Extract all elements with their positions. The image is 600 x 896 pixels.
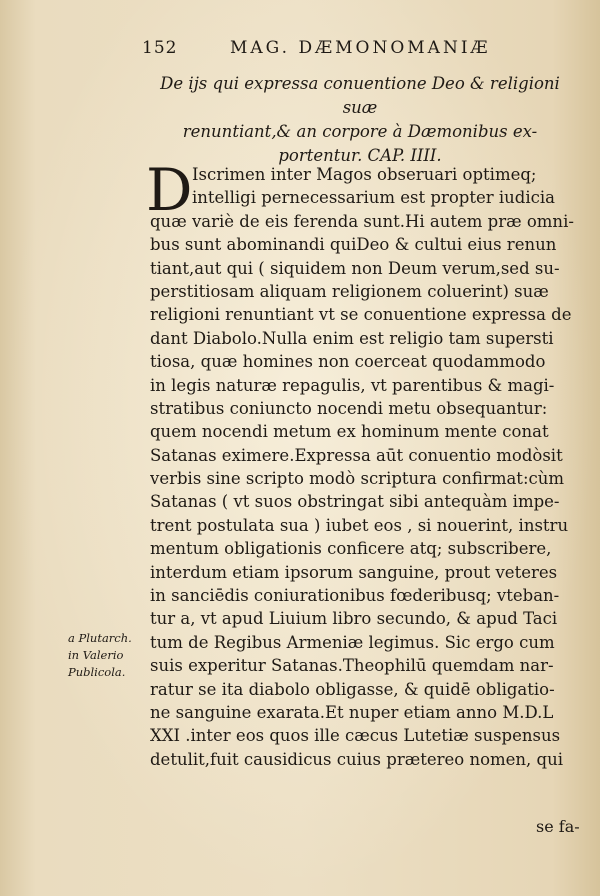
marginal-note bbox=[68, 630, 148, 681]
text-line: tur a, vt apud Liuium libro secundo, & apud Taci bbox=[150, 609, 558, 629]
text-line: quem nocendi metum ex hominum mente conat bbox=[150, 422, 549, 442]
text-line: stratibus coniuncto nocendi metu obsequantur: bbox=[150, 398, 548, 418]
text-line: dant Diabolo.Nulla enim est religio tam supersti bbox=[150, 328, 554, 348]
chapter-title-line: portentur. CAP. IIII. bbox=[278, 146, 442, 165]
text-line: interdum etiam ipsorum sanguine, prout veteres bbox=[150, 562, 558, 582]
marginal-note-line: a Plutarch. bbox=[68, 631, 132, 645]
text-line: ratur se ita diabolo obligasse, & quidē obligatio- bbox=[150, 679, 555, 699]
text-line: Iscrimen inter Magos obseruari optimeq; bbox=[192, 165, 537, 184]
text-line: Satanas ( vt suos obstringat sibi antequàm impe- bbox=[150, 492, 560, 512]
marginal-note-line: in Valerio bbox=[68, 648, 124, 662]
running-title: MAG. DÆMONOMANIÆ bbox=[230, 38, 491, 58]
text-line: religioni renuntiant vt se conuentione expressa de bbox=[150, 305, 572, 325]
text-line: verbis sine scripto modò scriptura confirmat:cùm bbox=[150, 469, 565, 489]
text-line: tiant,aut qui ( siquidem non Deum verum,sed su- bbox=[150, 258, 560, 278]
page-number: 152 bbox=[142, 38, 178, 58]
text-line: ne sanguine exarata.Et nuper etiam anno M.D.L bbox=[150, 702, 554, 722]
text-line: trent postulata sua ) iubet eos , si nouerint, instru bbox=[150, 515, 569, 535]
text-line: detulit,fuit causidicus cuius prætereo nomen, qui bbox=[150, 749, 563, 769]
chapter-title bbox=[160, 72, 560, 168]
page-header bbox=[142, 38, 562, 60]
chapter-title-line: renuntiant,& an corpore à Dæmonibus ex- bbox=[182, 122, 538, 141]
text-line: intelligi pernecessarium est propter iudicia bbox=[192, 188, 555, 208]
text-line: quæ variè de eis ferenda sunt.Hi autem præ omni- bbox=[150, 211, 574, 231]
text-line: suis experitur Satanas.Theophilū quemdam nar- bbox=[150, 656, 554, 676]
text-line: in legis naturæ repagulis, vt parentibus & magi- bbox=[150, 375, 555, 395]
text-line: mentum obligationis conficere atq; subscribere, bbox=[150, 539, 552, 559]
text-line: XXI .inter eos quos ille cæcus Lutetiæ suspensus bbox=[150, 726, 561, 746]
drop-capital: D bbox=[146, 156, 193, 224]
text-line: Satanas eximere.Expressa aūt conuentio modòsit bbox=[150, 445, 563, 465]
text-line: tiosa, quæ homines non coerceat quodammodo bbox=[150, 352, 546, 372]
catchword: se fa- bbox=[536, 817, 580, 836]
body-text bbox=[150, 163, 582, 771]
text-line: perstitiosam aliquam religionem coluerint) suæ bbox=[150, 281, 549, 301]
text-line: bus sunt abominandi quiDeo & cultui eius renun bbox=[150, 235, 557, 255]
chapter-title-line: De ijs qui expressa conuentione Deo & religioni suæ bbox=[160, 74, 560, 117]
marginal-note-line: Publicola. bbox=[68, 665, 126, 679]
text-line: in sanciēdis coniurationibus fœderibusq; vteban- bbox=[150, 586, 560, 606]
text-line: tum de Regibus Armeniæ legimus. Sic ergo cum bbox=[150, 632, 555, 652]
